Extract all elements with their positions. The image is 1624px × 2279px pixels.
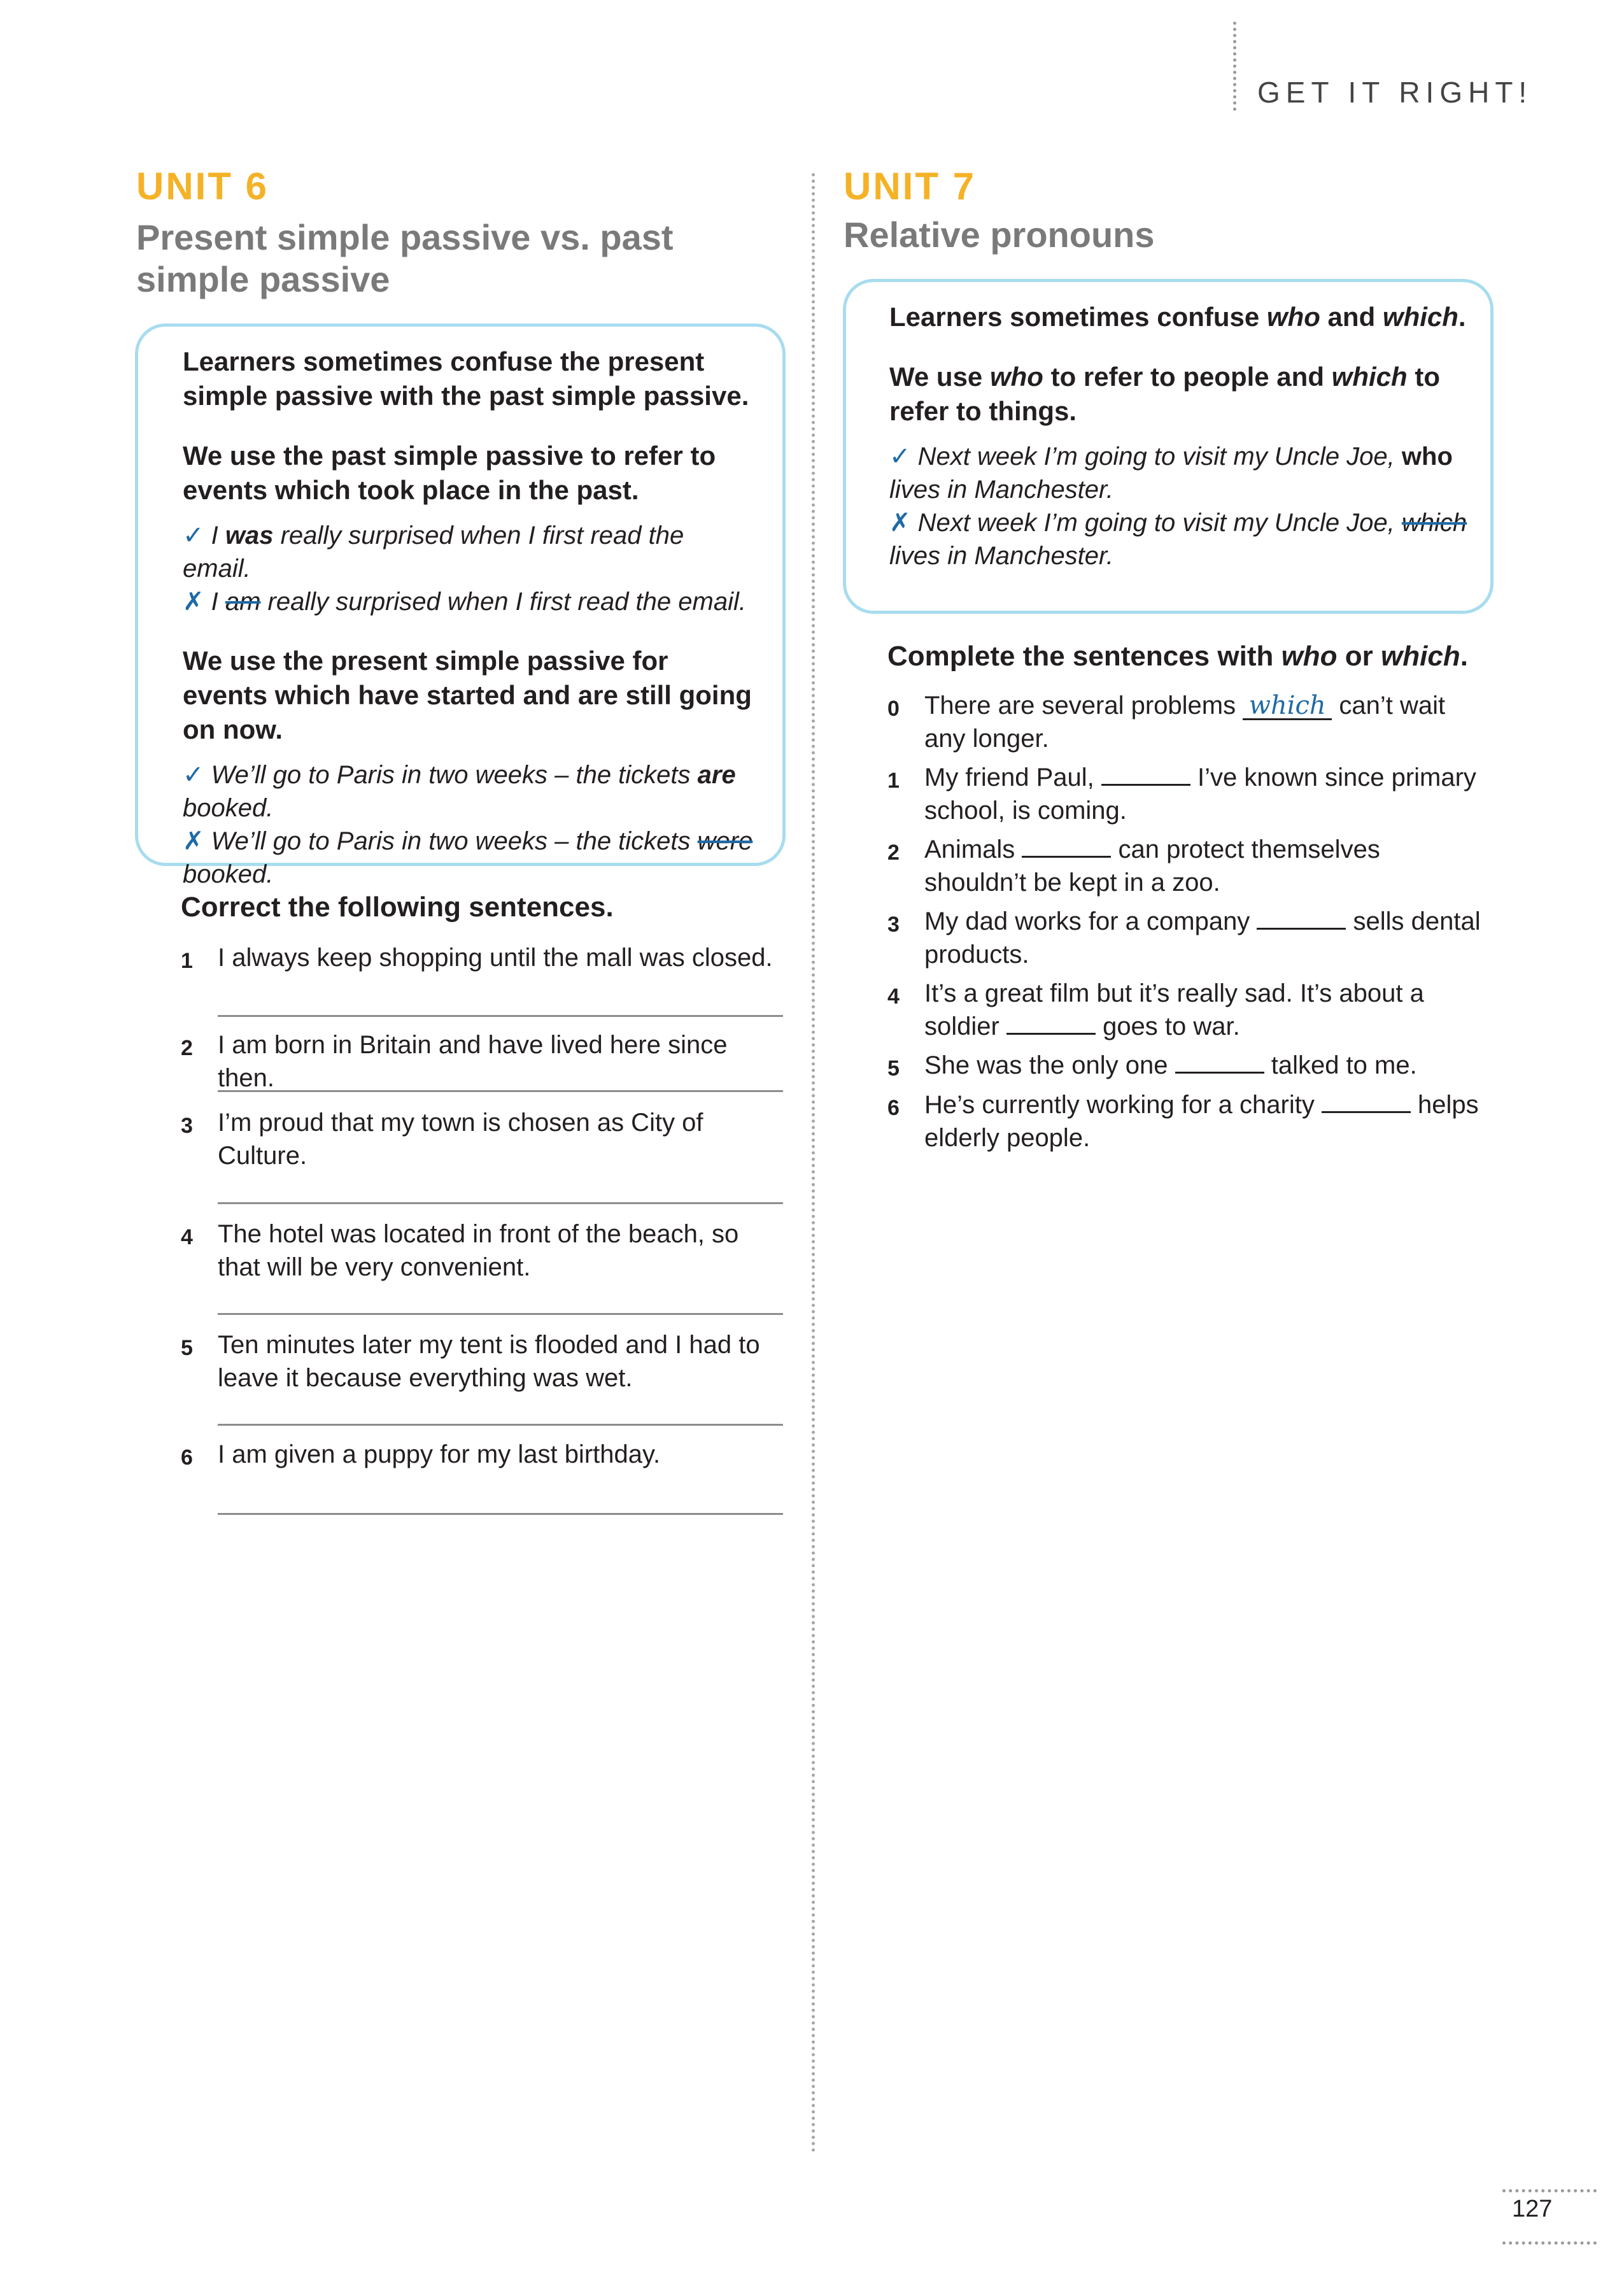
blank-field[interactable] <box>1322 1088 1411 1113</box>
example-answer: which <box>1243 693 1332 720</box>
blank-field[interactable] <box>1175 1049 1264 1074</box>
answer-line[interactable] <box>218 1015 783 1017</box>
unit6-item-text: Ten minutes later my tent is flooded and I had to leave it because everything was wet. <box>218 1331 760 1392</box>
answer-line[interactable] <box>218 1090 783 1092</box>
answer-line[interactable] <box>218 1424 783 1426</box>
page-number-rule-top <box>1502 2189 1597 2192</box>
cross-icon: ✗ <box>183 827 204 855</box>
unit7-task-instruction: Complete the sentences with who or which. <box>887 641 1468 672</box>
unit7-item-text: It’s a great film but it’s really sad. It’s about a soldier goes to war. <box>924 979 1424 1040</box>
unit6-item-number: 2 <box>181 1036 193 1060</box>
unit6-item-number: 5 <box>181 1336 193 1360</box>
unit7-item-text: He’s currently working for a charity helps elderly people. <box>924 1088 1485 1154</box>
unit6-item-text: I’m proud that my town is chosen as City of Culture. <box>218 1109 703 1170</box>
unit6-rule-box <box>135 323 786 888</box>
unit7-item-number: 6 <box>887 1096 900 1120</box>
header-divider <box>1233 22 1236 111</box>
unit7-example-correct: ✓ Next week I’m going to visit my Uncle Joe, who lives in Manchester. <box>889 443 1453 504</box>
unit6-rule-intro: Learners sometimes confuse the present simple passive with the past simple passive. <box>183 346 749 411</box>
unit6-example-correct-1: ✓ I was really surprised when I first read the email. <box>183 522 684 583</box>
cross-icon: ✗ <box>183 588 204 616</box>
unit7-subtitle: Relative pronouns <box>844 215 1155 255</box>
blank-field[interactable] <box>1022 833 1111 858</box>
unit7-item-number: 4 <box>887 984 900 1009</box>
section-title: GET IT RIGHT! <box>1257 76 1533 109</box>
unit7-item-number: 3 <box>887 912 900 937</box>
unit7-item-number: 0 <box>887 697 900 721</box>
check-icon: ✓ <box>889 443 911 471</box>
unit7-item-text: My friend Paul, I’ve known since primary school, is coming. <box>924 761 1485 827</box>
page-number: 127 <box>1512 2196 1553 2222</box>
unit6-item-text: I always keep shopping until the mall was closed. <box>218 944 773 972</box>
unit6-subtitle: Present simple passive vs. past simple passive <box>136 217 674 299</box>
unit7-rule-intro: Learners sometimes confuse who and which. <box>889 302 1466 332</box>
unit7-rule-usage: We use who to refer to people and which to refer to things. <box>889 362 1440 426</box>
unit7-item-text: My dad works for a company sells dental products. <box>924 905 1485 971</box>
blank-field[interactable] <box>1257 905 1346 930</box>
unit6-example-wrong-1: ✗ I am really surprised when I first read the email. <box>183 588 746 616</box>
unit6-heading: UNIT 6 <box>136 165 269 208</box>
answer-line[interactable] <box>218 1202 783 1204</box>
unit6-example-correct-2: ✓ We’ll go to Paris in two weeks – the tickets are booked. <box>183 761 736 822</box>
unit6-item-number: 1 <box>181 949 193 973</box>
unit6-item-text: The hotel was located in front of the beach, so that will be very convenient. <box>218 1220 739 1281</box>
unit6-item-text: I am given a puppy for my last birthday. <box>218 1440 661 1468</box>
unit6-rule-present: We use the present simple passive for events which have started and are still going on now. <box>183 646 752 744</box>
unit6-item-number: 6 <box>181 1445 193 1470</box>
column-divider <box>812 173 815 2154</box>
page-number-rule-bottom <box>1502 2241 1597 2245</box>
unit7-item-number: 2 <box>887 841 900 865</box>
unit6-rule-past: We use the past simple passive to refer to events which took place in the past. <box>183 441 716 505</box>
unit7-item-text: She was the only one talked to me. <box>924 1049 1485 1082</box>
unit6-item-number: 4 <box>181 1225 193 1249</box>
check-icon: ✓ <box>183 522 204 550</box>
blank-field[interactable] <box>1006 1010 1096 1035</box>
answer-line[interactable] <box>218 1513 783 1515</box>
unit7-item-number: 5 <box>887 1056 900 1081</box>
blank-field[interactable] <box>1101 761 1190 786</box>
unit7-item-text: Animals can protect themselves shouldn’t be kept in a zoo. <box>924 833 1485 899</box>
unit7-item-number: 1 <box>887 769 900 793</box>
unit6-task-instruction: Correct the following sentences. <box>181 891 614 923</box>
answer-line[interactable] <box>218 1313 783 1315</box>
unit7-example-wrong: ✗ Next week I’m going to visit my Uncle Joe, which lives in Manchester. <box>889 509 1467 570</box>
unit7-rule-box <box>843 279 1493 614</box>
unit7-item-text: There are several problems which can’t wait any longer. <box>924 691 1446 753</box>
unit6-item-text: I am born in Britain and have lived here since then. <box>218 1031 728 1092</box>
unit7-heading: UNIT 7 <box>844 165 977 208</box>
check-icon: ✓ <box>183 761 204 789</box>
unit6-example-wrong-2: ✗ We’ll go to Paris in two weeks – the tickets were booked. <box>183 827 753 888</box>
unit6-item-number: 3 <box>181 1114 193 1138</box>
cross-icon: ✗ <box>889 509 911 537</box>
